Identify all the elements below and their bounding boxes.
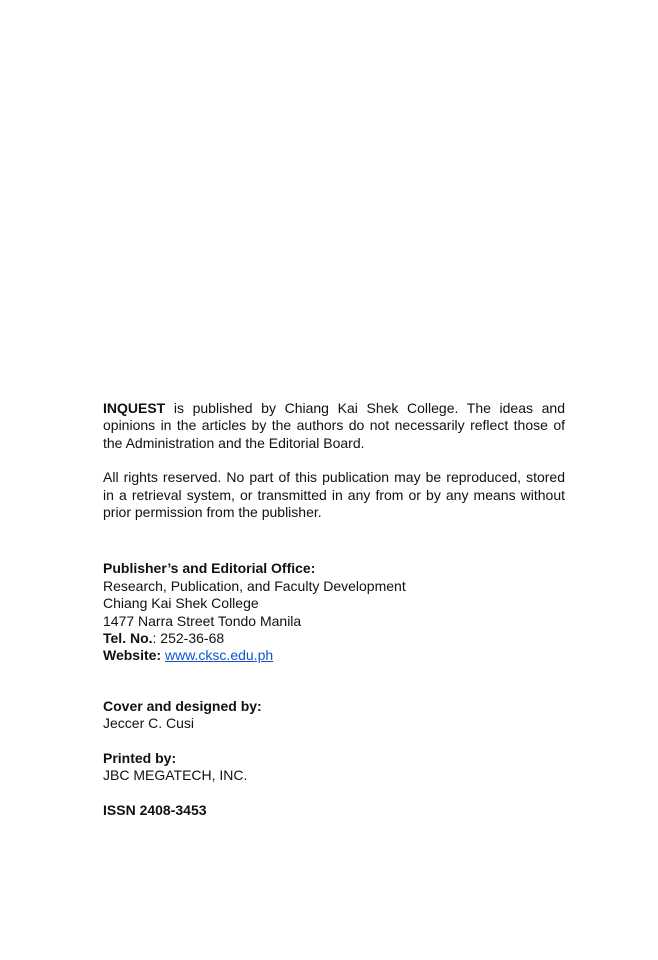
- publisher-statement-text: is published by Chiang Kai Shek College. The ideas and opinions in the articles by the authors do not necessarily reflect those of the Administration and the Editorial Board.: [103, 400, 565, 451]
- website-link[interactable]: www.cksc.edu.ph: [164, 647, 274, 664]
- office-line: Research, Publication, and Faculty Development: [103, 577, 406, 594]
- printer-name: JBC MEGATECH, INC.: [103, 767, 248, 784]
- telephone: [103, 630, 565, 647]
- copyright-page: [103, 400, 565, 819]
- printer-credit: [103, 750, 565, 785]
- tel-value: : 252-36-68: [152, 630, 225, 647]
- office-heading: Publisher’s and Editorial Office:: [103, 560, 316, 577]
- office-line: 1477 Narra Street Tondo Manila: [103, 612, 302, 629]
- cover-heading: Cover and designed by:: [103, 697, 262, 714]
- tel-label: Tel. No.: [103, 630, 153, 647]
- printer-heading: Printed by:: [103, 749, 177, 766]
- editorial-office: [103, 560, 565, 664]
- rights-statement: All rights reserved. No part of this publication may be reproduced, stored in a retrieval system, or transmitted in any from or by any means without prior permission from the publisher.: [103, 469, 565, 521]
- cover-designer: Jeccer C. Cusi: [103, 715, 195, 732]
- office-line: Chiang Kai Shek College: [103, 595, 259, 612]
- website-label: Website:: [103, 647, 162, 664]
- publication-name: INQUEST: [103, 400, 166, 416]
- issn-number: ISSN 2408-3453: [103, 801, 207, 818]
- cover-credit: [103, 698, 565, 733]
- publisher-statement: [103, 400, 565, 452]
- issn: [103, 802, 565, 819]
- website: [103, 647, 565, 664]
